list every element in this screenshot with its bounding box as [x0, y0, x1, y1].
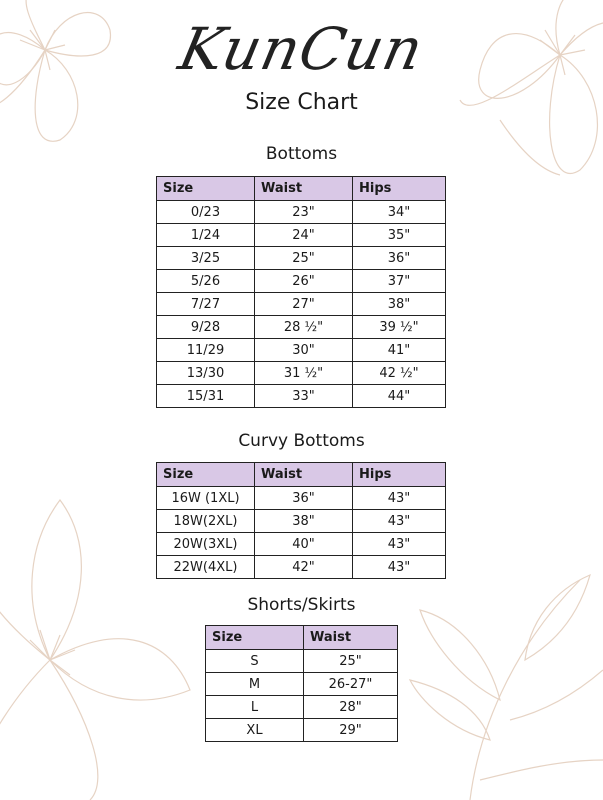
table-row: [157, 270, 446, 293]
size-cell: L: [206, 696, 304, 719]
hips-cell: 34": [353, 201, 446, 224]
table-header-row: [157, 177, 446, 201]
hips-cell: 37": [353, 270, 446, 293]
waist-cell: 29": [304, 719, 398, 742]
column-header-waist: Waist: [255, 463, 353, 487]
hips-cell: 43": [353, 510, 446, 533]
size-cell: 0/23: [157, 201, 255, 224]
waist-cell: 25": [255, 247, 353, 270]
hips-cell: 39 ½": [353, 316, 446, 339]
waist-cell: 27": [255, 293, 353, 316]
size-cell: 5/26: [157, 270, 255, 293]
size-cell: 1/24: [157, 224, 255, 247]
waist-cell: 40": [255, 533, 353, 556]
size-cell: 3/25: [157, 247, 255, 270]
column-header-hips: Hips: [353, 463, 446, 487]
table-row: [206, 650, 398, 673]
size-cell: 15/31: [157, 385, 255, 408]
table-row: [157, 487, 446, 510]
waist-cell: 28": [304, 696, 398, 719]
table-row: [157, 247, 446, 270]
waist-cell: 36": [255, 487, 353, 510]
bottoms-title: Bottoms: [265, 144, 338, 164]
size-cell: 16W (1XL): [157, 487, 255, 510]
waist-cell: 42": [255, 556, 353, 579]
size-cell: 20W(3XL): [157, 533, 255, 556]
table-row: [157, 293, 446, 316]
column-header-hips: Hips: [353, 177, 446, 201]
table-row: [157, 201, 446, 224]
waist-cell: 26": [255, 270, 353, 293]
waist-cell: 33": [255, 385, 353, 408]
table-row: [157, 339, 446, 362]
page-title: Size Chart: [245, 90, 358, 115]
hips-cell: 44": [353, 385, 446, 408]
table-row: [157, 224, 446, 247]
waist-cell: 23": [255, 201, 353, 224]
table-row: [206, 719, 398, 742]
hips-cell: 43": [353, 487, 446, 510]
size-cell: M: [206, 673, 304, 696]
waist-cell: 38": [255, 510, 353, 533]
table-header-row: [157, 463, 446, 487]
hips-cell: 38": [353, 293, 446, 316]
table-row: [157, 533, 446, 556]
table-row: [206, 696, 398, 719]
shorts-skirts-table: [205, 625, 398, 742]
brand-logo: KunCun: [173, 15, 430, 83]
waist-cell: 24": [255, 224, 353, 247]
table-header-row: [206, 626, 398, 650]
size-cell: S: [206, 650, 304, 673]
column-header-size: Size: [157, 177, 255, 201]
column-header-size: Size: [206, 626, 304, 650]
shorts-skirts-title: Shorts/Skirts: [247, 595, 356, 615]
waist-cell: 25": [304, 650, 398, 673]
size-cell: XL: [206, 719, 304, 742]
size-cell: 18W(2XL): [157, 510, 255, 533]
hips-cell: 43": [353, 556, 446, 579]
curvy-bottoms-title: Curvy Bottoms: [238, 431, 365, 451]
size-cell: 13/30: [157, 362, 255, 385]
table-row: [157, 362, 446, 385]
column-header-size: Size: [157, 463, 255, 487]
hips-cell: 42 ½": [353, 362, 446, 385]
column-header-waist: Waist: [255, 177, 353, 201]
bottoms-table: [156, 176, 446, 408]
table-row: [157, 316, 446, 339]
column-header-waist: Waist: [304, 626, 398, 650]
curvy-bottoms-table: [156, 462, 446, 579]
size-cell: 7/27: [157, 293, 255, 316]
table-row: [157, 556, 446, 579]
table-row: [206, 673, 398, 696]
hips-cell: 41": [353, 339, 446, 362]
waist-cell: 26-27": [304, 673, 398, 696]
size-cell: 11/29: [157, 339, 255, 362]
size-cell: 9/28: [157, 316, 255, 339]
hips-cell: 43": [353, 533, 446, 556]
waist-cell: 28 ½": [255, 316, 353, 339]
size-cell: 22W(4XL): [157, 556, 255, 579]
hips-cell: 35": [353, 224, 446, 247]
table-row: [157, 385, 446, 408]
waist-cell: 30": [255, 339, 353, 362]
table-row: [157, 510, 446, 533]
waist-cell: 31 ½": [255, 362, 353, 385]
hips-cell: 36": [353, 247, 446, 270]
